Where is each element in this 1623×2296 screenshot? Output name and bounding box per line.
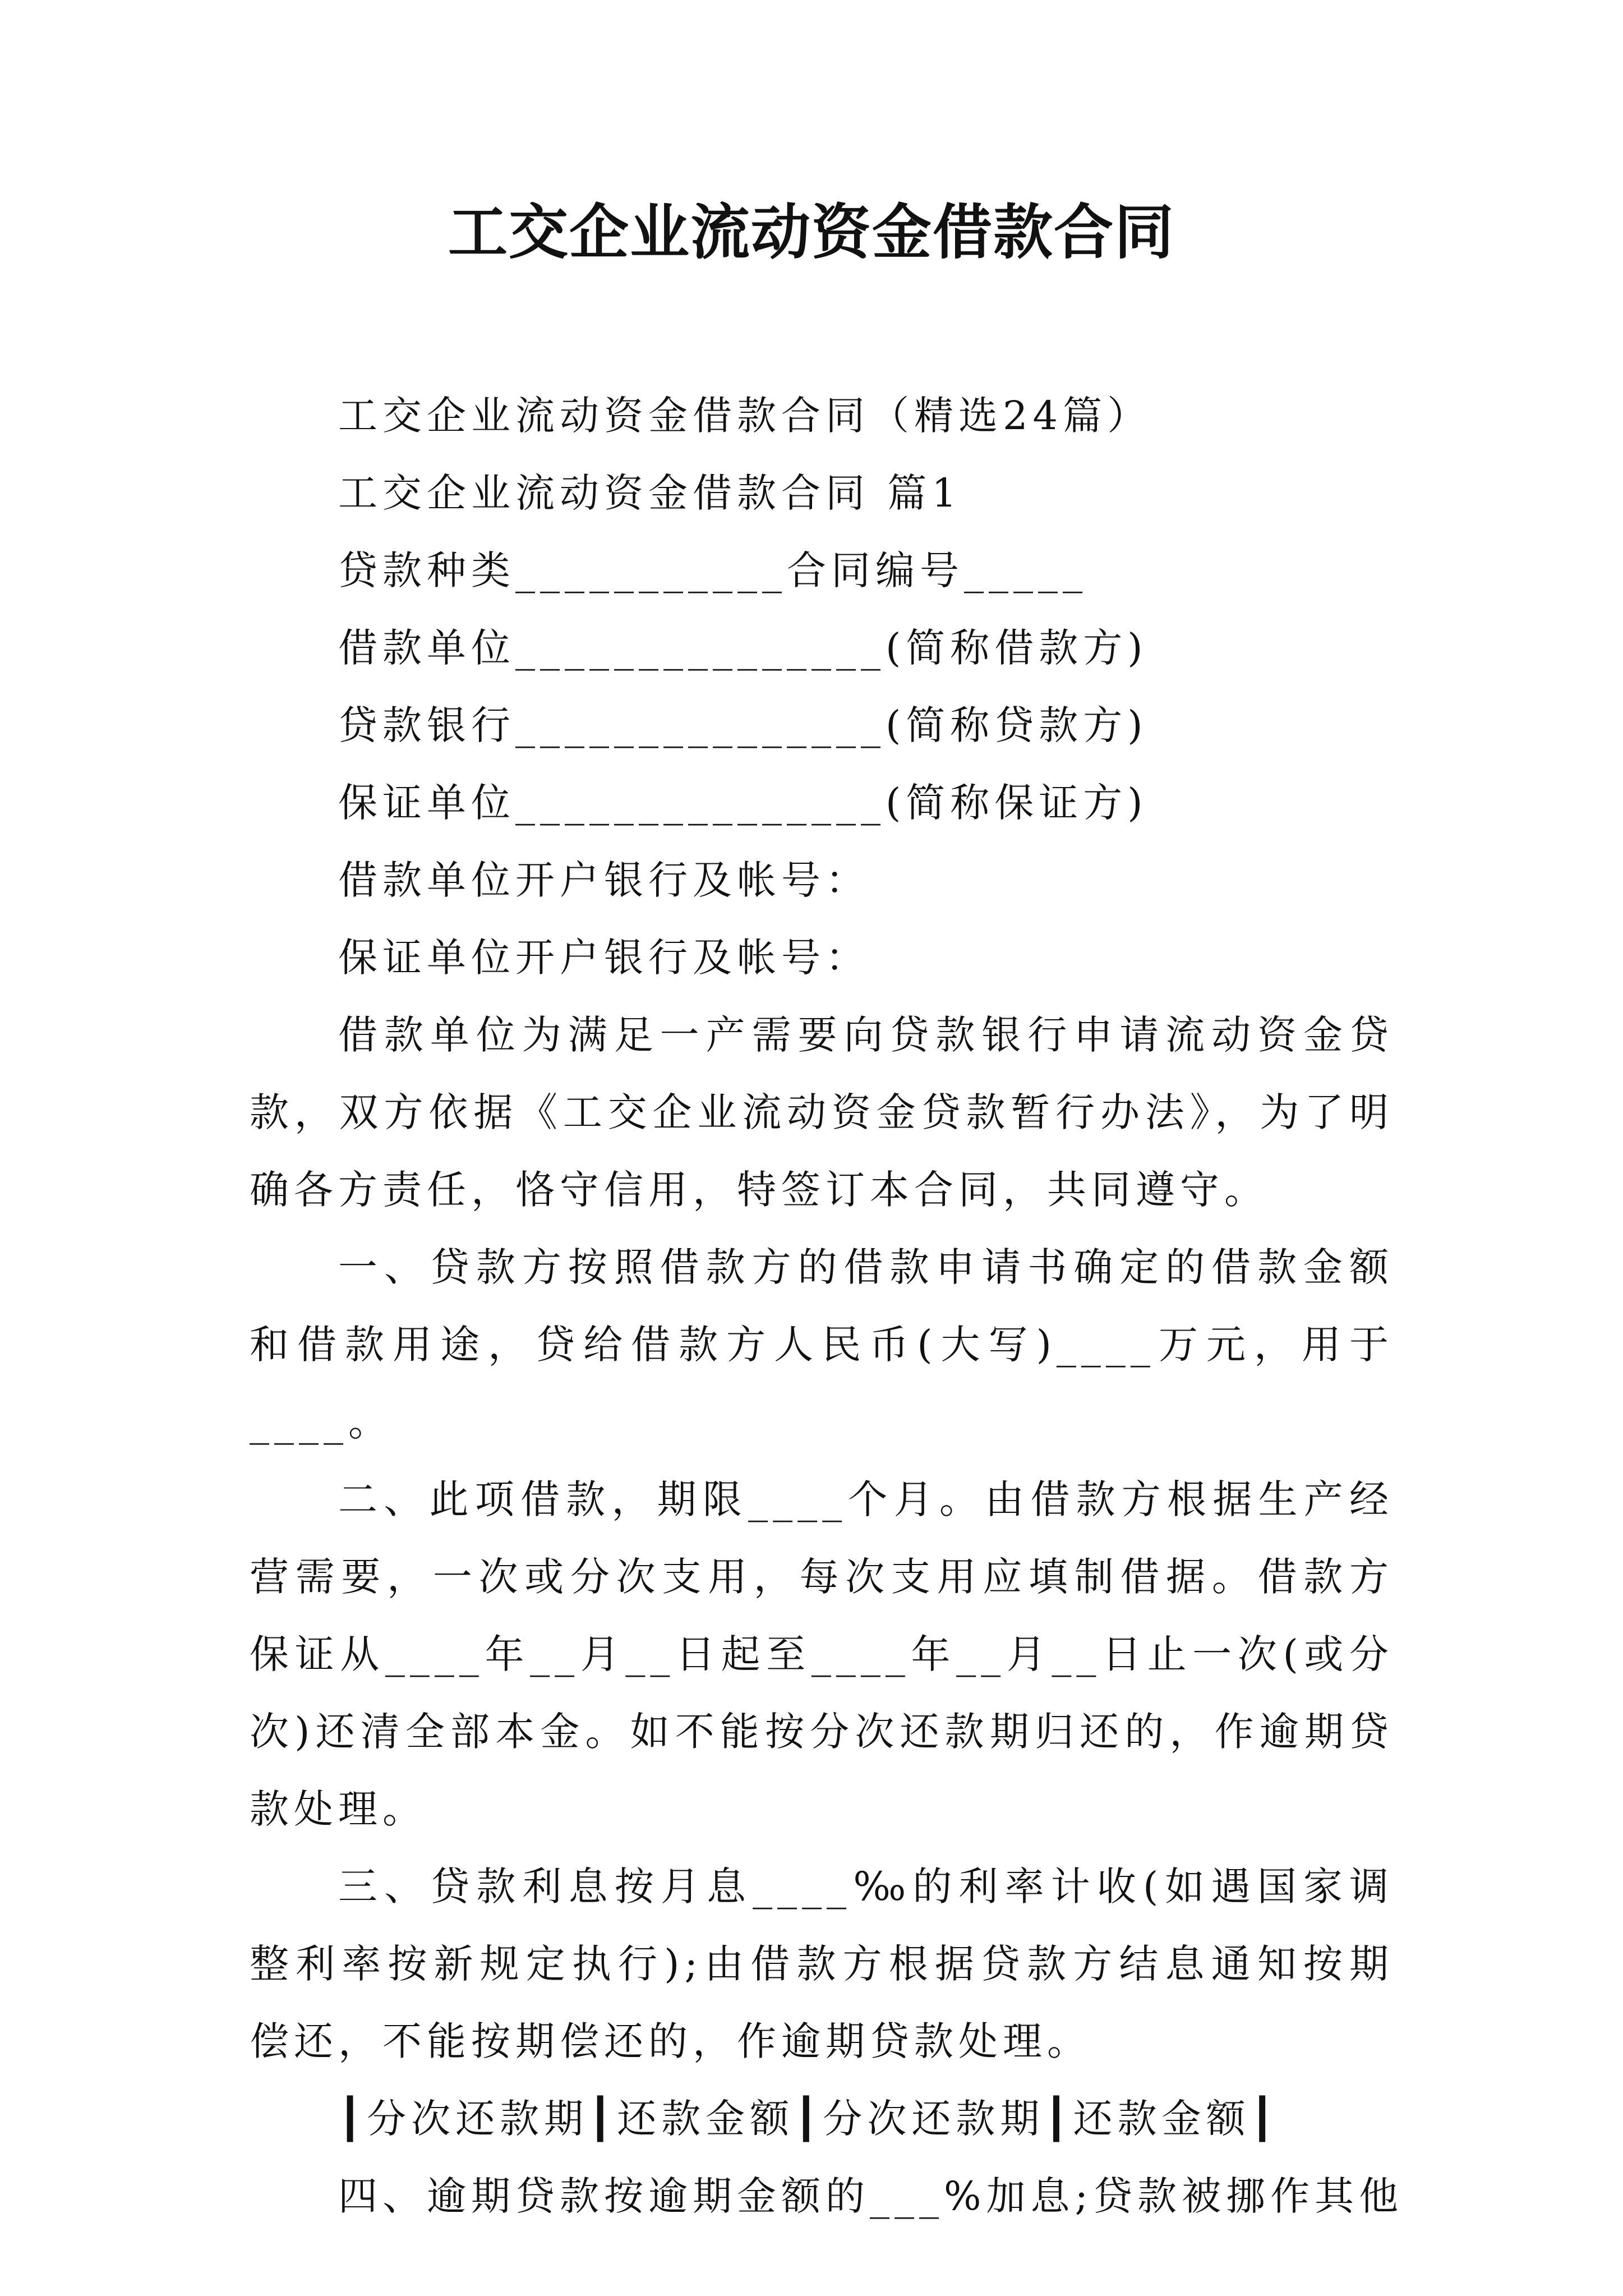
lender-line: 贷款银行_______________(简称贷款方)	[338, 702, 1148, 748]
guarantor-line: 保证单位_______________(简称保证方)	[338, 780, 1148, 826]
clause-2-paragraph: 二、此项借款，期限____个月。由借款方根据生产经营需要，一次或分次支用，每次支用应填制借据。借款方保证从____年__月__日起至____年__月__日止一次(或分次)还清全部本金。如不能按分次还款期归还的，作逾期贷款处理。	[250, 1476, 1394, 1832]
document-body	[250, 377, 1404, 2235]
subtitle-line: 工交企业流动资金借款合同（精选24篇）	[338, 393, 1152, 439]
repayment-table-header: ┃分次还款期┃还款金额┃分次还款期┃还款金额┃	[338, 2096, 1279, 2142]
borrower-account-line: 借款单位开户银行及帐号：	[338, 857, 870, 903]
clause-3-paragraph: 三、贷款利息按月息____‰的利率计收(如遇国家调整利率按新规定执行);由借款方根据贷款方结息通知按期偿还，不能按期偿还的，作逾期贷款处理。	[250, 1864, 1394, 2064]
document-title: 工交企业流动资金借款合同	[448, 197, 1175, 267]
borrower-line: 借款单位_______________(简称借款方)	[338, 625, 1148, 671]
clause-1-paragraph: 一、贷款方按照借款方的借款申请书确定的借款金额和借款用途，贷给借款方人民币(大写)____万元，用于____。	[250, 1244, 1394, 1445]
loan-type-line: 贷款种类___________合同编号_____	[338, 547, 1087, 593]
preamble-paragraph: 借款单位为满足一产需要向贷款银行申请流动资金贷款，双方依据《工交企业流动资金贷款暂行办法》，为了明确各方责任，恪守信用，特签订本合同，共同遵守。	[250, 1012, 1394, 1213]
guarantor-account-line: 保证单位开户银行及帐号：	[338, 935, 870, 981]
clause-4-paragraph: 四、逾期贷款按逾期金额的___%加息;贷款被挪作其他	[338, 2173, 1404, 2219]
section-heading: 工交企业流动资金借款合同 篇1	[338, 470, 962, 516]
